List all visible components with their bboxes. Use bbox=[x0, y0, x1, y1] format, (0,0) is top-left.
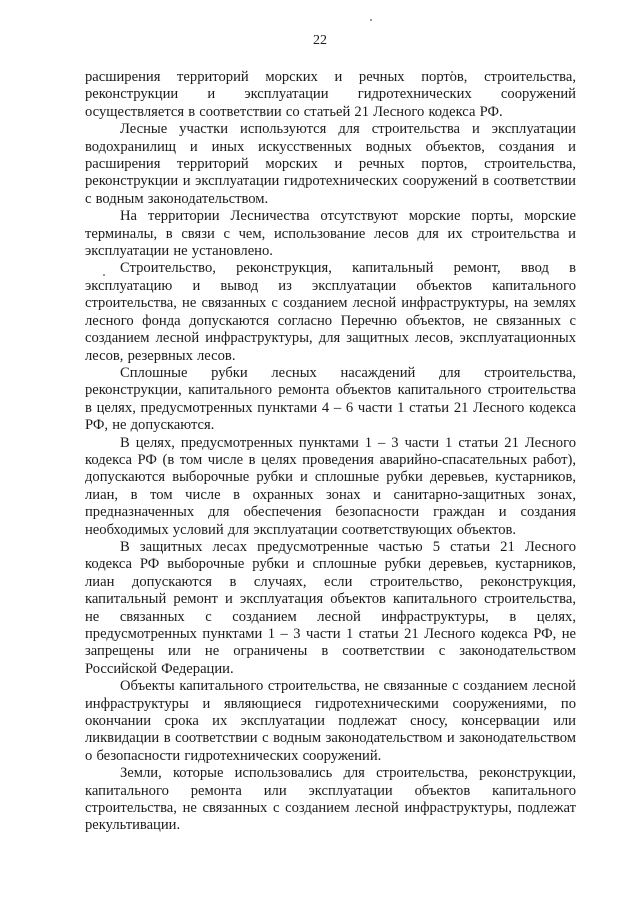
paragraph: Земли, которые использовались для строительства, реконструкции, капитального ремонта или эксплуатации объектов капитального строительства, не связанных с созданием лесной инфраструктуры, подлежат рекультивации. bbox=[85, 765, 576, 834]
scan-speck bbox=[370, 19, 372, 21]
body-text bbox=[85, 69, 576, 835]
paragraph: Строительство, реконструкция, капитальный ремонт, ввод в эксплуатацию и вывод из эксплуатации объектов капитального строительства, не связанных с созданием лесной инфраструктуры, на землях лесного фонда допускаются согласно Перечню объектов, не связанных с созданием лесной инфраструктуры, для защитных лесов, эксплуатационных лесов, резервных лесов. bbox=[85, 260, 576, 364]
paragraph: Сплошные рубки лесных насаждений для строительства, реконструкции, капитального ремонта объектов капитального строительства в целях, предусмотренных пунктами 4 – 6 части 1 статьи 21 Лесного кодекса РФ, не допускаются. bbox=[85, 364, 576, 434]
page-number: 22 bbox=[313, 33, 327, 48]
paragraph: В целях, предусмотренных пунктами 1 – 3 части 1 статьи 21 Лесного кодекса РФ (в том числе в целях проведения аварийно-спасательных работ), допускаются выборочные рубки и сплошные рубки деревьев, кустарников, лиан, в том числе в охранных зонах и санитарно-защитных зонах, предназначенных для обеспечения безопасности граждан и создания необходимых условий для эксплуатации соответствующих объектов. bbox=[85, 434, 576, 538]
paragraph: Объекты капитального строительства, не связанные с созданием лесной инфраструктуры и являющиеся гидротехническими сооружениями, по окончании срока их эксплуатации подлежат сносу, консервации или ликвидации в соответствии с водным законодательством и законодательством о безопасности гидротехнических сооружений. bbox=[85, 678, 576, 764]
paragraph: В защитных лесах предусмотренные частью 5 статьи 21 Лесного кодекса РФ выборочные рубки и сплошные рубки деревьев, кустарников, лиан допускаются в случаях, если строительство, реконструкция, капитальный ремонт и эксплуатация объектов капитального строительства, не связанных с созданием лесной инфраструктуры, в целях, предусмотренных пунктами 1 – 3 части 1 статьи 21 Лесного кодекса РФ, не запрещены или не ограничены в соответствии с законодательством Российской Федерации. bbox=[85, 538, 576, 677]
paragraph: На территории Лесничества отсутствуют морские порты, морские терминалы, в связи с чем, использование лесов для их строительства и эксплуатации не установлено. bbox=[85, 208, 576, 260]
paragraph: Лесные участки используются для строительства и эксплуатации водохранилищ и иных искусственных водных объектов, создания и расширения территорий морских и речных портов, строительства, реконструкции и эксплуатации гидротехнических сооружений в соответствии с водным законодательством. bbox=[85, 121, 576, 207]
paragraph: расширения территорий морских и речных портов, строительства, реконструкции и эксплуатации гидротехнических сооружений осуществляется в соответствии со статьей 21 Лесного кодекса РФ. bbox=[85, 69, 576, 120]
